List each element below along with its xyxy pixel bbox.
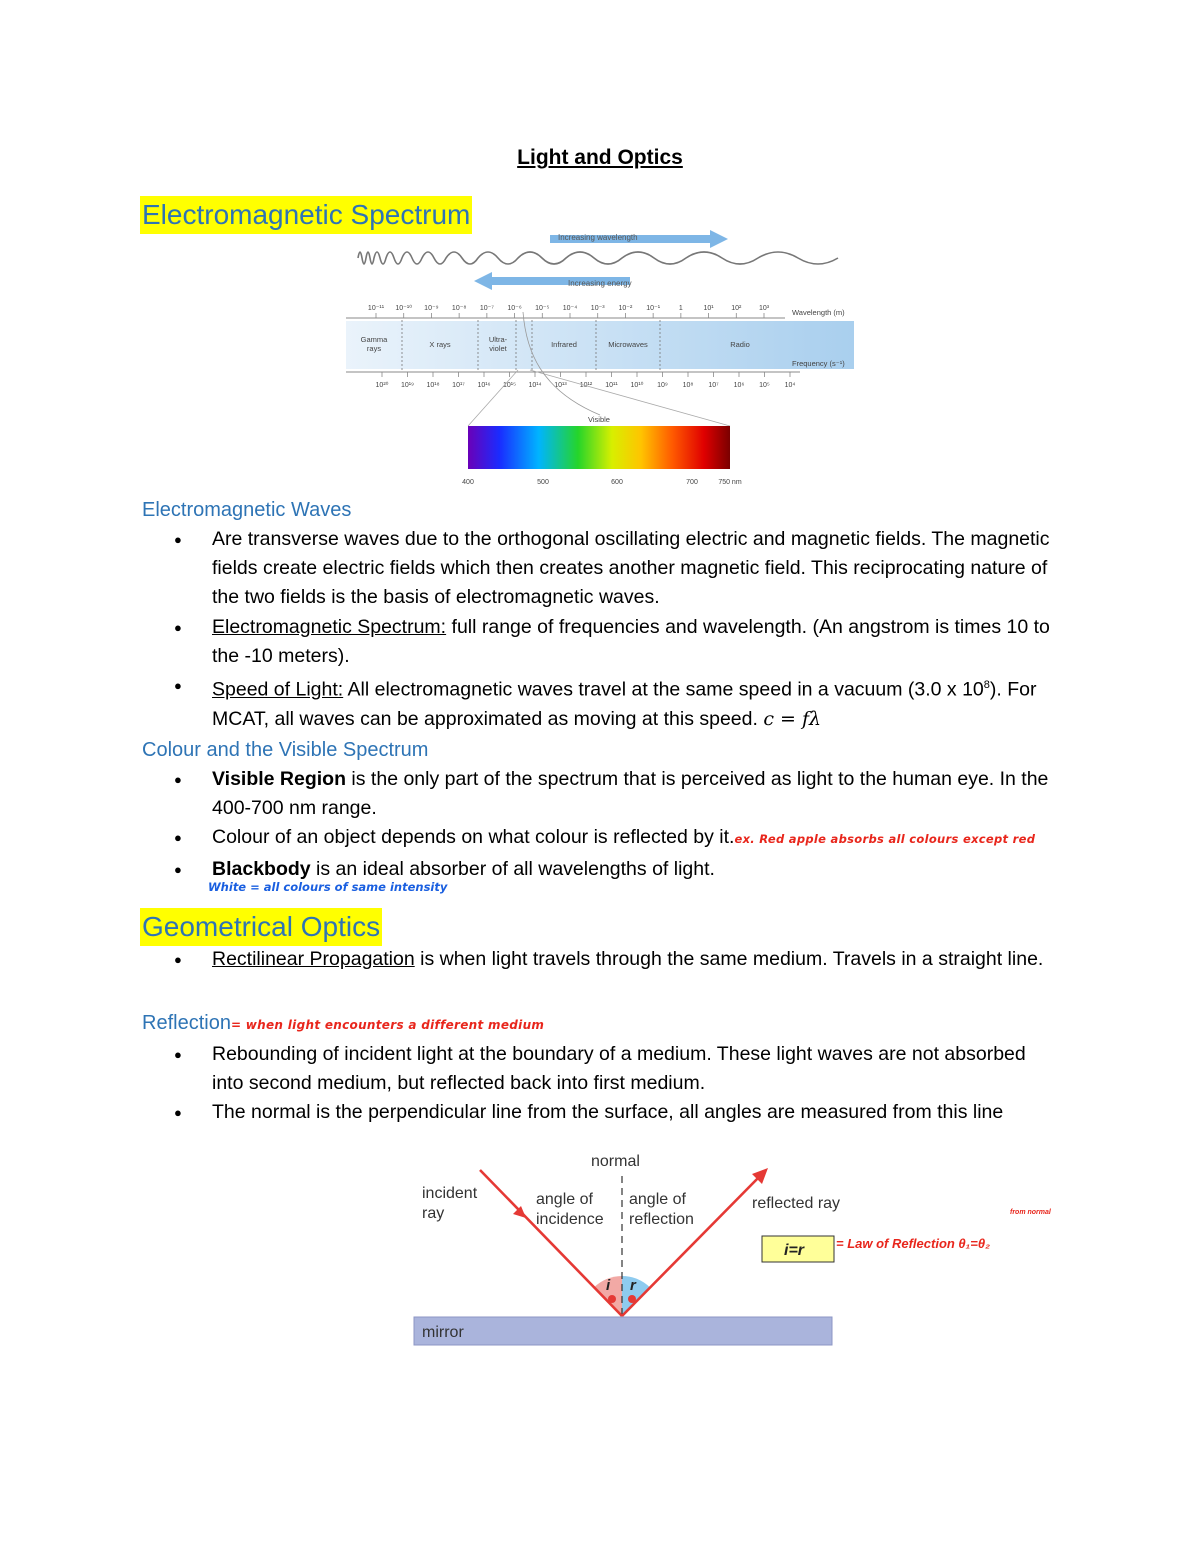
wavelength-tick-label: 10⁻¹⁰	[395, 305, 413, 312]
heading-electromagnetic-waves: Electromagnetic Waves	[142, 499, 352, 521]
visible-tick-label: 750 nm	[718, 479, 742, 486]
wavelength-axis-label: Wavelength (m)	[792, 308, 845, 317]
frequency-tick-label: 10⁵	[759, 382, 770, 389]
wavelength-tick-label: 1	[678, 305, 683, 312]
angle-of-reflection-label: angle of reflection	[629, 1191, 694, 1228]
mirror-label: mirror	[422, 1324, 464, 1341]
frequency-tick-label: 10¹⁸	[426, 382, 440, 389]
wavelength-tick-label: 10⁻¹¹	[367, 305, 385, 312]
law-box-text: i=r	[784, 1242, 805, 1259]
frequency-axis-label: Frequency (s⁻¹)	[792, 359, 845, 368]
list-item: ● Rebounding of incident light at the boundary of a medium. These light waves are not absorbed into second medium, but reflected back into first medium.	[172, 1040, 1062, 1098]
angle-of-incidence-label: angle of incidence	[536, 1191, 604, 1228]
increasing-energy-label: Increasing energy	[568, 279, 632, 288]
wavelength-tick-label: 10⁻⁵	[535, 305, 550, 312]
frequency-tick-label: 10¹²	[579, 382, 593, 389]
wave-line	[358, 252, 838, 264]
em-waves-list	[172, 525, 1062, 734]
frequency-tick-label: 10¹⁷	[452, 382, 465, 389]
law-note: = Law of Reflection θ₁=θ₂	[836, 1236, 991, 1251]
increasing-wavelength-label: Increasing wavelength	[558, 233, 638, 242]
r-label: r	[630, 1277, 636, 1294]
heading-colour-visible-spectrum: Colour and the Visible Spectrum	[142, 739, 429, 761]
frequency-tick-label: 10¹⁶	[477, 382, 491, 389]
wavelength-tick-label: 10⁻²	[618, 305, 633, 312]
region-microwaves: Microwaves	[608, 340, 648, 349]
visible-tick-label: 400	[462, 479, 474, 486]
wavelength-tick-label: 10⁻³	[590, 305, 605, 312]
frequency-tick-label: 10¹¹	[605, 382, 618, 389]
list-item: ● Electromagnetic Spectrum: full range of frequencies and wavelength. (An angstrom is times 10 to the -10 meters).	[172, 613, 1062, 671]
frequency-tick-label: 10¹⁰	[630, 382, 644, 389]
heading-reflection: Reflection= when light encounters a different medium	[142, 1012, 545, 1034]
reflection-figure	[400, 1148, 1080, 1358]
list-item: ● Colour of an object depends on what colour is reflected by it.ex. Red apple absorbs all colours except red	[172, 823, 1052, 854]
region-gamma: Gamma rays	[360, 335, 388, 353]
wavelength-tick-label: 10⁻¹	[646, 305, 661, 312]
document-title: Light and Optics	[517, 146, 683, 169]
wavelength-tick-label: 10⁻⁴	[562, 305, 578, 312]
law-note-small: from normal	[1010, 1209, 1051, 1216]
handwritten-note-reflection: = when light encounters a different medium	[230, 1018, 545, 1032]
frequency-tick-label: 10¹⁹	[400, 382, 415, 389]
handwritten-note-apple: ex. Red apple absorbs all colours except red	[734, 832, 1036, 847]
reflected-ray-label: reflected ray	[752, 1195, 841, 1212]
visible-spectrum-bar	[468, 426, 730, 469]
frequency-tick-label: 10¹⁴	[528, 382, 542, 389]
visible-tick-label: 700	[686, 479, 698, 486]
wavelength-tick-label: 10³	[758, 305, 770, 312]
frequency-tick-label: 10²⁰	[375, 382, 389, 389]
handwritten-note-white: White = all colours of same intensity	[208, 880, 448, 894]
frequency-tick-label: 10⁸	[682, 382, 694, 389]
visible-label: Visible	[588, 415, 610, 424]
list-item: ● The normal is the perpendicular line from the surface, all angles are measured from this line	[172, 1098, 1062, 1127]
spectrum-band	[346, 321, 854, 369]
visible-tick-label: 500	[537, 479, 549, 486]
speed-of-light-equation: c = fλ	[763, 707, 822, 730]
visible-ticks	[462, 479, 742, 486]
region-uv: Ultra-violet	[488, 335, 508, 353]
frequency-tick-label: 10⁹	[657, 382, 668, 389]
list-item: ● Rectilinear Propagation is when light travels through the same medium. Travels in a straight line.	[172, 945, 1052, 974]
list-item: ● Visible Region is the only part of the spectrum that is perceived as light to the human eye. In the 400-700 nm range.	[172, 765, 1052, 823]
frequency-ticks	[376, 372, 796, 389]
list-item: ● Are transverse waves due to the orthogonal oscillating electric and magnetic fields. The magnetic fields create electric fields which then creates another magnetic field. This reciprocating nature of the two fields is the basis of electromagnetic waves.	[172, 525, 1062, 613]
wavelength-ticks	[368, 304, 770, 318]
incident-ray-arrowhead	[513, 1206, 526, 1218]
frequency-tick-label: 10⁴	[784, 382, 796, 389]
wavelength-tick-label: 10⁻⁹	[424, 305, 439, 312]
wavelength-tick-label: 10²	[731, 305, 742, 312]
normal-label: normal	[591, 1153, 640, 1170]
i-label: i	[606, 1277, 611, 1294]
mirror-surface	[414, 1317, 832, 1345]
geometrical-list	[172, 945, 1052, 974]
wavelength-tick-label: 10⁻⁶	[507, 305, 522, 312]
frequency-tick-label: 10¹⁵	[502, 382, 517, 389]
wavelength-tick-label: 10¹	[703, 305, 714, 312]
list-item: ● Speed of Light: All electromagnetic waves travel at the same speed in a vacuum (3.0 x $10^8$). For MCAT, all waves can be approximated as moving at this speed. c = fλ	[172, 671, 1062, 734]
heading-geometrical-optics: Geometrical Optics	[140, 908, 382, 946]
colour-list	[172, 765, 1052, 884]
region-infrared: Infrared	[551, 340, 577, 349]
heading-electromagnetic-spectrum: Electromagnetic Spectrum	[140, 196, 472, 234]
em-spectrum-figure	[340, 220, 860, 490]
list-item: ● Blackbody is an ideal absorber of all wavelengths of light.	[172, 855, 1052, 884]
frequency-tick-label: 10⁷	[708, 382, 719, 389]
frequency-tick-label: 10¹³	[554, 382, 567, 389]
incident-ray-label: incident ray	[422, 1185, 478, 1222]
region-xrays: X rays	[429, 340, 451, 349]
visible-tick-label: 600	[611, 479, 623, 486]
reflection-list	[172, 1040, 1062, 1128]
wavelength-tick-label: 10⁻⁷	[479, 305, 494, 312]
wavelength-tick-label: 10⁻⁸	[451, 305, 467, 312]
region-radio: Radio	[730, 340, 750, 349]
frequency-tick-label: 10⁶	[733, 382, 745, 389]
